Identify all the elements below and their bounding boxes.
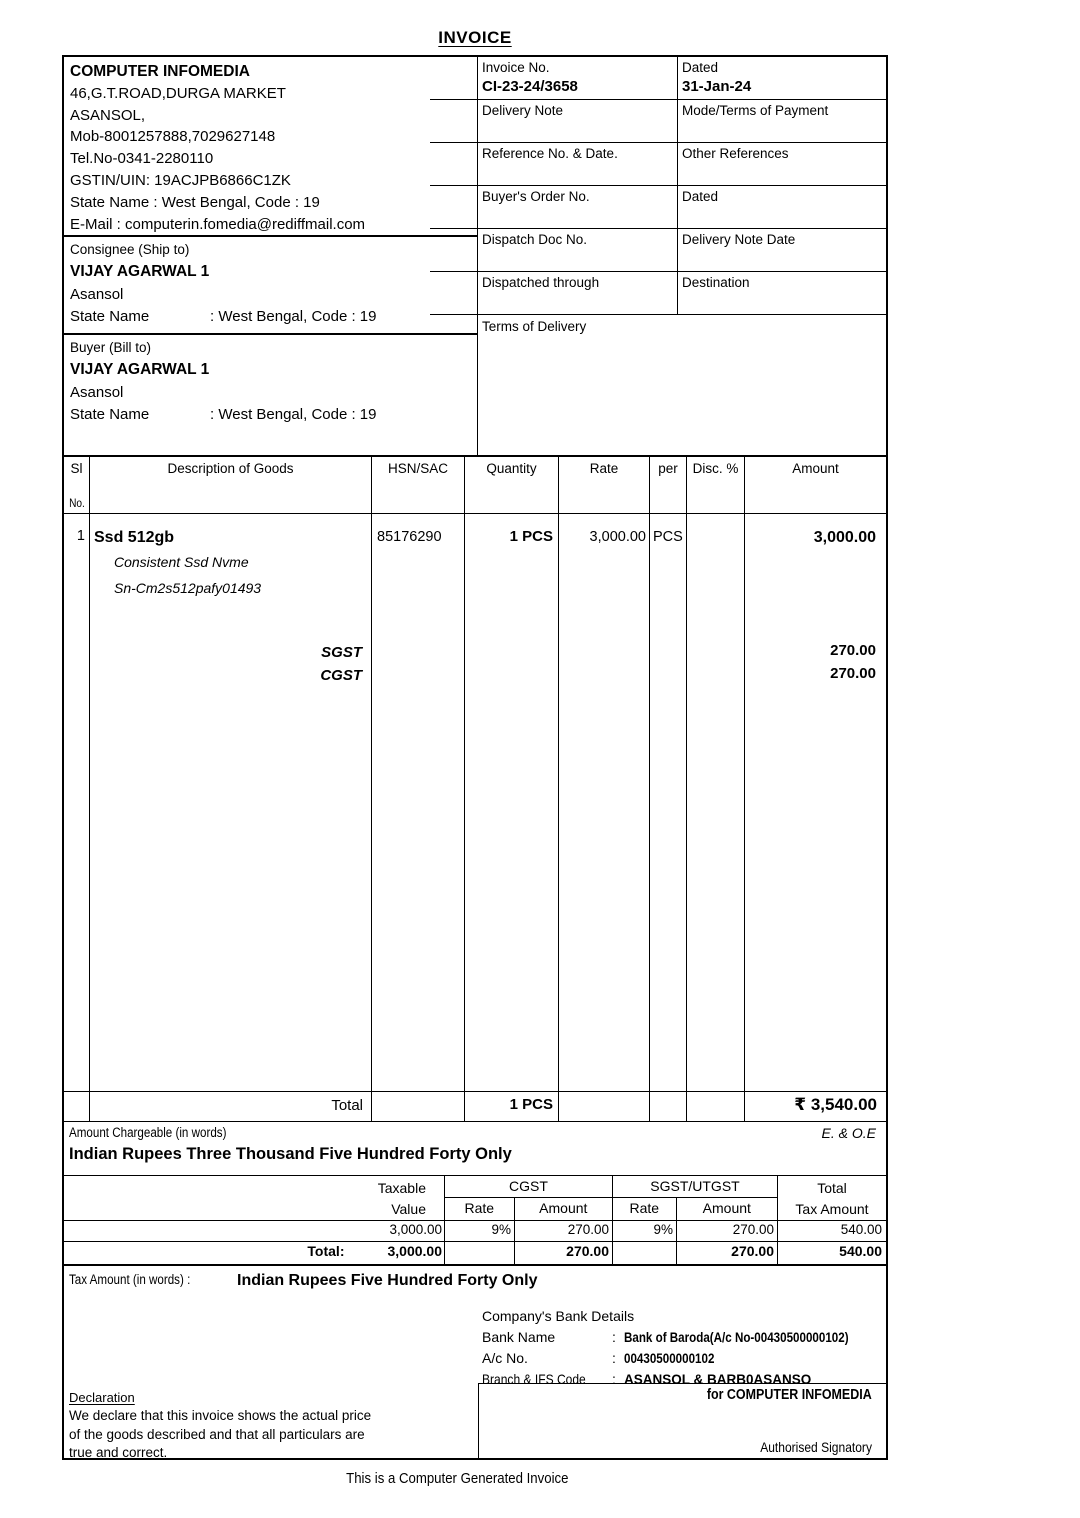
total-sl-cell (64, 1092, 90, 1121)
meta-row-delivery-note (478, 100, 886, 143)
amount-chargeable-label: Amount Chargeable (in words) (69, 1125, 227, 1140)
taxable-value-header: Taxable Value (64, 1176, 445, 1220)
consignee-block (64, 237, 477, 335)
branch-ifs-label: Branch & IFS Code (482, 1371, 586, 1387)
delivery-note-date-label: Delivery Note Date (682, 232, 796, 247)
total-hsn-cell (372, 1092, 465, 1121)
tax-table-header (64, 1176, 886, 1221)
tax-amount-in-words: Indian Rupees Five Hundred Forty Only (237, 1272, 538, 1289)
header-sl-no (64, 457, 90, 513)
delivery-note-label: Delivery Note (482, 103, 564, 118)
meta-row-dispatch-doc (478, 229, 886, 272)
sgst-rate-header: Rate (613, 1198, 677, 1220)
consignee-city: Asansol (70, 286, 124, 303)
invoice-no-value: CI-23-24/3658 (482, 78, 578, 95)
sgst-label: SGST (321, 644, 362, 661)
account-no-label: A/c No. (482, 1350, 528, 1366)
bank-details-title: Company's Bank Details (482, 1308, 635, 1324)
total-label: Total (90, 1092, 372, 1121)
buyer-state-value: : West Bengal, Code : 19 (210, 406, 377, 423)
total-per-cell (650, 1092, 687, 1121)
sgst-header: SGST/UTGST (613, 1176, 777, 1198)
page-title: INVOICE (438, 28, 512, 47)
dispatch-doc-label: Dispatch Doc No. (482, 232, 588, 247)
other-references-label: Other References (682, 146, 789, 161)
buyer-block (64, 335, 477, 455)
meta-cell (478, 186, 678, 228)
header-no: No. (68, 498, 85, 510)
sgst-amount-header: Amount (702, 1200, 751, 1216)
tax-table-total-row (64, 1242, 886, 1264)
cgst-label: CGST (320, 667, 362, 684)
buyer-name: VIJAY AGARWAL 1 (70, 361, 210, 378)
item-detail-line2: Sn-Cm2s512pafy01493 (114, 580, 262, 596)
total-tax-header: Total Tax Amount (795, 1180, 869, 1217)
meta-cell (678, 186, 886, 228)
item-amount: 3,000.00 (813, 529, 876, 546)
tax-amounts (745, 639, 876, 685)
seller-block (64, 57, 477, 237)
computer-generated-note: This is a Computer Generated Invoice (345, 1470, 569, 1487)
seller-mobile: Mob-8001257888,7029627148 (70, 128, 276, 146)
meta-row-reference (478, 143, 886, 186)
buyer-city: Asansol (70, 384, 124, 401)
rupee-symbol: ₹ (794, 1095, 807, 1115)
header-amount: Amount (792, 461, 839, 476)
consignee-state-label: State Name (70, 308, 150, 325)
buyer-state (70, 404, 471, 426)
header-hsn: HSN/SAC (372, 457, 465, 513)
total-tax-amount: 540.00 (840, 1222, 882, 1237)
bottom-section (64, 1304, 886, 1458)
cgst-group (445, 1176, 613, 1220)
invoice-no-label: Invoice No. (482, 60, 550, 75)
consignee-state-value: : West Bengal, Code : 19 (210, 308, 377, 325)
signature-box (478, 1383, 886, 1458)
bank-details-block (482, 1306, 885, 1390)
account-no-row (482, 1348, 885, 1369)
seller-address-line1: 46,G.T.ROAD,DURGA MARKET (70, 84, 286, 102)
meta-cell (478, 100, 678, 142)
declaration-block (69, 1389, 474, 1463)
header-disc: Disc. % (687, 457, 745, 513)
header-rate: Rate (559, 457, 650, 513)
item-sl-no: 1 (64, 514, 90, 1091)
cgst-amount: 270.00 (830, 665, 876, 682)
amount-in-words: Indian Rupees Three Thousand Five Hundred Forty Only (69, 1145, 512, 1163)
consignee-label: Consignee (Ship to) (70, 242, 190, 257)
seller-email: E-Mail : computerin.fomedia@rediffmail.com (70, 215, 366, 233)
parties-pane (64, 57, 478, 455)
cgst-amount: 270.00 (515, 1221, 613, 1241)
meta-cell (478, 143, 678, 185)
meta-row-invoice-no (478, 57, 886, 100)
item-hsn: 85176290 (372, 514, 465, 1091)
seller-name: COMPUTER INFOMEDIA (70, 63, 250, 80)
declaration-line1: We declare that this invoice shows the actual price (69, 1408, 372, 1423)
meta-cell (478, 57, 678, 99)
bank-name-value: Bank of Baroda(A/c No-00430500000102) (624, 1330, 849, 1345)
item-description-cell (90, 514, 372, 1091)
header-quantity: Quantity (465, 457, 559, 513)
total-disc-cell (687, 1092, 745, 1121)
total-rate-cell (559, 1092, 650, 1121)
item-detail-line1: Consistent Ssd Nvme (114, 554, 249, 570)
meta-cell (678, 143, 886, 185)
meta-row-dispatched-through (478, 272, 886, 315)
top-section (64, 57, 886, 457)
item-rate: 3,000.00 (559, 514, 650, 1091)
sgst-rate: 9% (613, 1221, 677, 1241)
meta-row-buyers-order (478, 186, 886, 229)
meta-cell (678, 272, 886, 314)
cgst-rate-header: Rate (445, 1198, 515, 1220)
tax-amount-words-label: Tax Amount (in words) : (69, 1272, 191, 1287)
item-amount-cell (745, 514, 886, 1091)
tax-table-data-row (64, 1221, 886, 1242)
tax-amount-words-section (64, 1266, 886, 1304)
items-total-row (64, 1091, 886, 1122)
items-table-body (64, 514, 886, 1091)
colon: : (612, 1329, 616, 1345)
payment-terms-label: Mode/Terms of Payment (682, 103, 829, 118)
colon: : (612, 1350, 616, 1366)
seller-gstin: GSTIN/UIN: 19ACJPB6866C1ZK (70, 171, 291, 189)
meta-cell (478, 272, 678, 314)
item-disc (687, 514, 745, 1091)
cgst-header: CGST (445, 1176, 612, 1198)
order-dated-label: Dated (682, 189, 719, 204)
terms-of-delivery-row (478, 315, 886, 455)
invoice-meta-pane (478, 57, 886, 455)
dated-label: Dated (682, 60, 719, 75)
tax-total-amount: 540.00 (839, 1243, 882, 1259)
header-sl: Sl (70, 461, 83, 476)
bank-name-label: Bank Name (482, 1329, 556, 1345)
declaration-title: Declaration (69, 1390, 135, 1405)
cgst-rate: 9% (445, 1221, 515, 1241)
meta-cell (678, 57, 886, 99)
tax-summary-table (64, 1176, 886, 1266)
tax-total-taxable: Total: 3,000.00 (64, 1242, 445, 1264)
bank-name-row (482, 1327, 885, 1348)
cgst-amount-header: Amount (539, 1200, 588, 1216)
meta-cell (678, 100, 886, 142)
meta-cell (678, 229, 886, 271)
seller-phone: Tel.No-0341-2280110 (70, 150, 214, 168)
consignee-name: VIJAY AGARWAL 1 (70, 263, 210, 280)
terms-of-delivery-label: Terms of Delivery (482, 319, 587, 334)
signature-company-line: for COMPUTER INFOMEDIA (707, 1387, 872, 1403)
tax-total-sgst-amount: 270.00 (677, 1242, 778, 1264)
declaration-line2: of the goods described and that all particulars are (69, 1426, 365, 1442)
account-no-value: 00430500000102 (624, 1351, 715, 1366)
colon: : (612, 1371, 616, 1387)
invoice-box (62, 55, 888, 1460)
authorised-signatory-label: Authorised Signatory (760, 1439, 872, 1455)
total-quantity: 1 PCS (465, 1092, 559, 1121)
branch-ifs-value: ASANSOL & BARB0ASANSO (624, 1372, 812, 1387)
buyers-order-label: Buyer's Order No. (482, 189, 590, 204)
eoe-note: E. & O.E (821, 1125, 876, 1141)
tax-total-sgst-rate-cell (613, 1242, 677, 1264)
declaration-line3: true and correct. (69, 1445, 168, 1460)
sgst-group (613, 1176, 778, 1220)
tax-total-cgst-amount: 270.00 (515, 1242, 613, 1264)
sgst-amount: 270.00 (830, 642, 876, 659)
destination-label: Destination (682, 275, 750, 290)
item-per: PCS (650, 514, 687, 1091)
tax-total-cgst-rate-cell (445, 1242, 515, 1264)
header-per: per (650, 457, 687, 513)
buyer-state-label: State Name (70, 406, 150, 423)
sgst-amount: 270.00 (677, 1221, 778, 1241)
tax-lines (94, 641, 371, 687)
header-description: Description of Goods (90, 457, 372, 513)
items-table-header (64, 457, 886, 514)
reference-label: Reference No. & Date. (482, 146, 618, 161)
taxable-value: 3,000.00 (64, 1221, 445, 1241)
dated-value: 31-Jan-24 (682, 78, 752, 95)
buyer-label: Buyer (Bill to) (70, 340, 152, 355)
total-amount: ₹ 3,540.00 (794, 1095, 877, 1115)
seller-state: State Name : West Bengal, Code : 19 (70, 193, 320, 211)
consignee-state (70, 306, 471, 328)
item-quantity: 1 PCS (465, 514, 559, 1091)
seller-address-line2: ASANSOL, (70, 106, 146, 124)
dispatched-through-label: Dispatched through (482, 275, 600, 290)
item-name: Ssd 512gb (94, 529, 175, 546)
meta-cell (478, 229, 678, 271)
amount-chargeable-section (64, 1122, 886, 1176)
